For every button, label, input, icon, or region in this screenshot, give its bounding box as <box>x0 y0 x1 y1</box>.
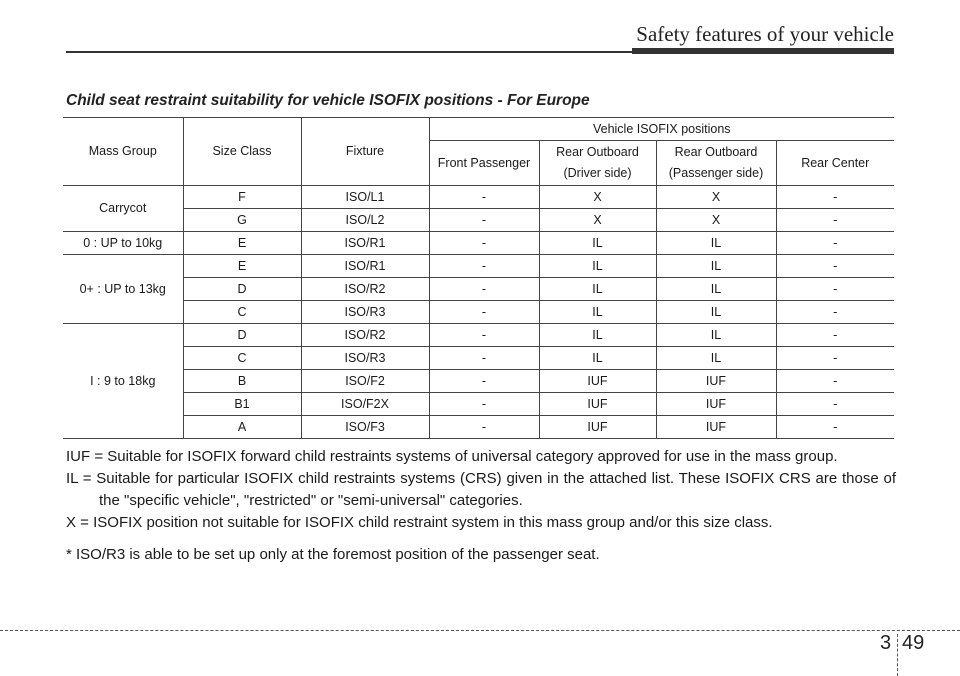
table-row <box>63 301 894 324</box>
rear-center-cell: - <box>776 278 894 301</box>
section-title: Child seat restraint suitability for vehicle ISOFIX positions - For Europe <box>66 92 590 109</box>
front-passenger-cell: - <box>429 209 539 232</box>
table-row <box>63 370 894 393</box>
rear-outboard-passenger-cell: X <box>656 209 776 232</box>
front-passenger-cell: - <box>429 416 539 439</box>
note-il: IL = Suitable for particular ISOFIX child restraints systems (CRS) given in the attached list. These ISOFIX CRS are those of the "specific vehicle", "restricted" or "semi-universal" categories. <box>66 470 896 509</box>
fixture-cell: ISO/R1 <box>301 232 429 255</box>
table-row <box>63 416 894 439</box>
mass-group-cell: 0+ : UP to 13kg <box>63 255 183 324</box>
header-rule-accent <box>632 48 894 54</box>
fixture-cell: ISO/R2 <box>301 278 429 301</box>
front-passenger-cell: - <box>429 301 539 324</box>
front-passenger-cell: - <box>429 232 539 255</box>
footer-rule <box>0 630 960 631</box>
page-number: 49 <box>902 632 925 654</box>
rear-outboard-driver-cell: IUF <box>539 416 656 439</box>
mass-group-cell: 0 : UP to 10kg <box>63 232 183 255</box>
table-row <box>63 347 894 370</box>
size-class-cell: G <box>183 209 301 232</box>
front-passenger-cell: - <box>429 347 539 370</box>
rear-outboard-passenger-cell: IL <box>656 232 776 255</box>
header-rear-outboard-driver-line1: Rear Outboard <box>556 144 639 159</box>
table-row <box>63 278 894 301</box>
rear-outboard-passenger-cell: IL <box>656 301 776 324</box>
table-row <box>63 324 894 347</box>
rear-outboard-passenger-cell: IL <box>656 324 776 347</box>
note-x: X = ISOFIX position not suitable for ISOFIX child restraint system in this mass group and/or this size class. <box>66 514 773 531</box>
size-class-cell: D <box>183 324 301 347</box>
rear-outboard-passenger-cell: IUF <box>656 393 776 416</box>
fixture-cell: ISO/L1 <box>301 186 429 209</box>
front-passenger-cell: - <box>429 393 539 416</box>
rear-center-cell: - <box>776 255 894 278</box>
rear-outboard-passenger-cell: IL <box>656 255 776 278</box>
rear-center-cell: - <box>776 347 894 370</box>
size-class-cell: B <box>183 370 301 393</box>
note-iuf: IUF = Suitable for ISOFIX forward child restraints systems of universal category approved for use in the mass group. <box>66 448 838 465</box>
isofix-suitability-table <box>63 117 894 439</box>
rear-center-cell: - <box>776 393 894 416</box>
rear-outboard-driver-cell: IUF <box>539 393 656 416</box>
header-rear-center: Rear Center <box>776 141 894 186</box>
size-class-cell: E <box>183 232 301 255</box>
header-mass-group: Mass Group <box>63 118 183 186</box>
front-passenger-cell: - <box>429 186 539 209</box>
rear-outboard-driver-cell: X <box>539 209 656 232</box>
header-front-passenger: Front Passenger <box>429 141 539 186</box>
rear-outboard-driver-cell: IL <box>539 278 656 301</box>
fixture-cell: ISO/R3 <box>301 347 429 370</box>
header-rule <box>66 51 632 53</box>
notes-block <box>66 446 896 566</box>
running-header: Safety features of your vehicle <box>636 22 894 46</box>
fixture-cell: ISO/R2 <box>301 324 429 347</box>
rear-center-cell: - <box>776 209 894 232</box>
header-fixture: Fixture <box>301 118 429 186</box>
rear-center-cell: - <box>776 416 894 439</box>
mass-group-cell: I : 9 to 18kg <box>63 324 183 439</box>
rear-outboard-driver-cell: IL <box>539 255 656 278</box>
size-class-cell: E <box>183 255 301 278</box>
fixture-cell: ISO/R1 <box>301 255 429 278</box>
rear-center-cell: - <box>776 232 894 255</box>
page-number-separator <box>897 634 898 676</box>
fixture-cell: ISO/L2 <box>301 209 429 232</box>
table-row <box>63 232 894 255</box>
size-class-cell: F <box>183 186 301 209</box>
header-rear-outboard-driver-line2: (Driver side) <box>563 166 632 180</box>
rear-outboard-driver-cell: X <box>539 186 656 209</box>
rear-outboard-passenger-cell: IL <box>656 278 776 301</box>
header-rear-outboard-passenger-line2: (Passenger side) <box>668 166 764 180</box>
rear-outboard-passenger-cell: IUF <box>656 416 776 439</box>
front-passenger-cell: - <box>429 370 539 393</box>
table-row <box>63 209 894 232</box>
rear-outboard-passenger-cell: IL <box>656 347 776 370</box>
header-vehicle-positions: Vehicle ISOFIX positions <box>429 118 894 141</box>
chapter-number: 3 <box>880 632 892 654</box>
fixture-cell: ISO/F3 <box>301 416 429 439</box>
size-class-cell: C <box>183 347 301 370</box>
size-class-cell: B1 <box>183 393 301 416</box>
header-size-class: Size Class <box>183 118 301 186</box>
rear-outboard-driver-cell: IL <box>539 324 656 347</box>
rear-center-cell: - <box>776 186 894 209</box>
size-class-cell: A <box>183 416 301 439</box>
header-rear-outboard-passenger <box>656 141 776 186</box>
fixture-cell: ISO/R3 <box>301 301 429 324</box>
rear-outboard-passenger-cell: IUF <box>656 370 776 393</box>
header-rear-outboard-driver <box>539 141 656 186</box>
size-class-cell: C <box>183 301 301 324</box>
rear-center-cell: - <box>776 301 894 324</box>
fixture-cell: ISO/F2X <box>301 393 429 416</box>
front-passenger-cell: - <box>429 255 539 278</box>
rear-outboard-driver-cell: IL <box>539 347 656 370</box>
table-row <box>63 255 894 278</box>
rear-center-cell: - <box>776 324 894 347</box>
rear-outboard-driver-cell: IL <box>539 232 656 255</box>
mass-group-cell: Carrycot <box>63 186 183 232</box>
note-iso-r3: * ISO/R3 is able to be set up only at the foremost position of the passenger seat. <box>66 546 600 563</box>
table-row <box>63 186 894 209</box>
table-row <box>63 393 894 416</box>
header-rear-outboard-passenger-line1: Rear Outboard <box>674 144 758 159</box>
rear-outboard-driver-cell: IUF <box>539 370 656 393</box>
rear-outboard-passenger-cell: X <box>656 186 776 209</box>
front-passenger-cell: - <box>429 278 539 301</box>
front-passenger-cell: - <box>429 324 539 347</box>
rear-center-cell: - <box>776 370 894 393</box>
fixture-cell: ISO/F2 <box>301 370 429 393</box>
rear-outboard-driver-cell: IL <box>539 301 656 324</box>
size-class-cell: D <box>183 278 301 301</box>
